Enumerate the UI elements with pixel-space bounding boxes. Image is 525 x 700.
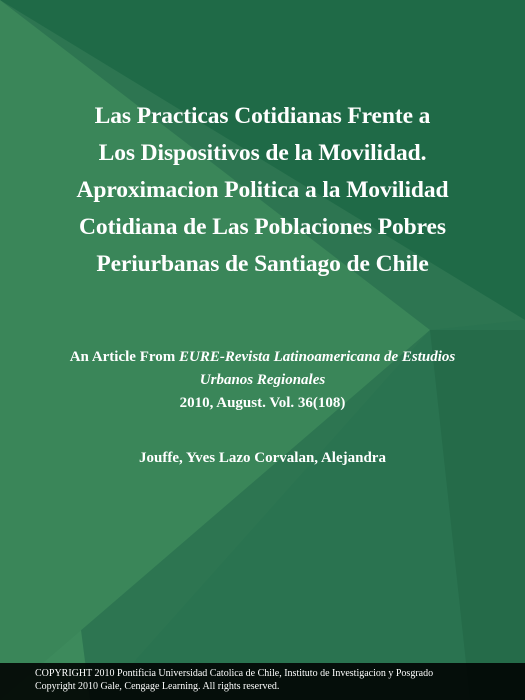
copyright-footer [0, 663, 525, 700]
book-title [10, 98, 515, 283]
article-line-2 [10, 369, 515, 392]
title-line: Aproximacion Politica a la Movilidad [76, 177, 449, 203]
authors: Jouffe, Yves Lazo Corvalan, Alejandra [139, 450, 386, 466]
article-line-1 [10, 346, 515, 369]
title-line: Cotidiana de Las Poblaciones Pobres [79, 214, 446, 240]
title-line: Las Practicas Cotidianas Frente a [94, 103, 431, 129]
copyright-line-2: Copyright 2010 Gale, Cengage Learning. All rights reserved. [35, 681, 280, 692]
copyright-text [35, 667, 433, 693]
copyright-line-1: COPYRIGHT 2010 Pontificia Universidad Catolica de Chile, Instituto de Investigacion y Posgrado [35, 668, 434, 679]
article-source [10, 346, 515, 415]
journal-name: EURE-Revista Latinoamericana de Estudios [179, 349, 456, 365]
article-issue: 2010, August. Vol. 36(108) [179, 395, 346, 411]
title-line: Los Dispositivos de la Movilidad. [98, 140, 427, 166]
journal-name-cont: Urbanos Regionales [199, 372, 326, 388]
title-line: Periurbanas de Santiago de Chile [96, 251, 429, 277]
article-prefix: An Article From [69, 349, 179, 365]
